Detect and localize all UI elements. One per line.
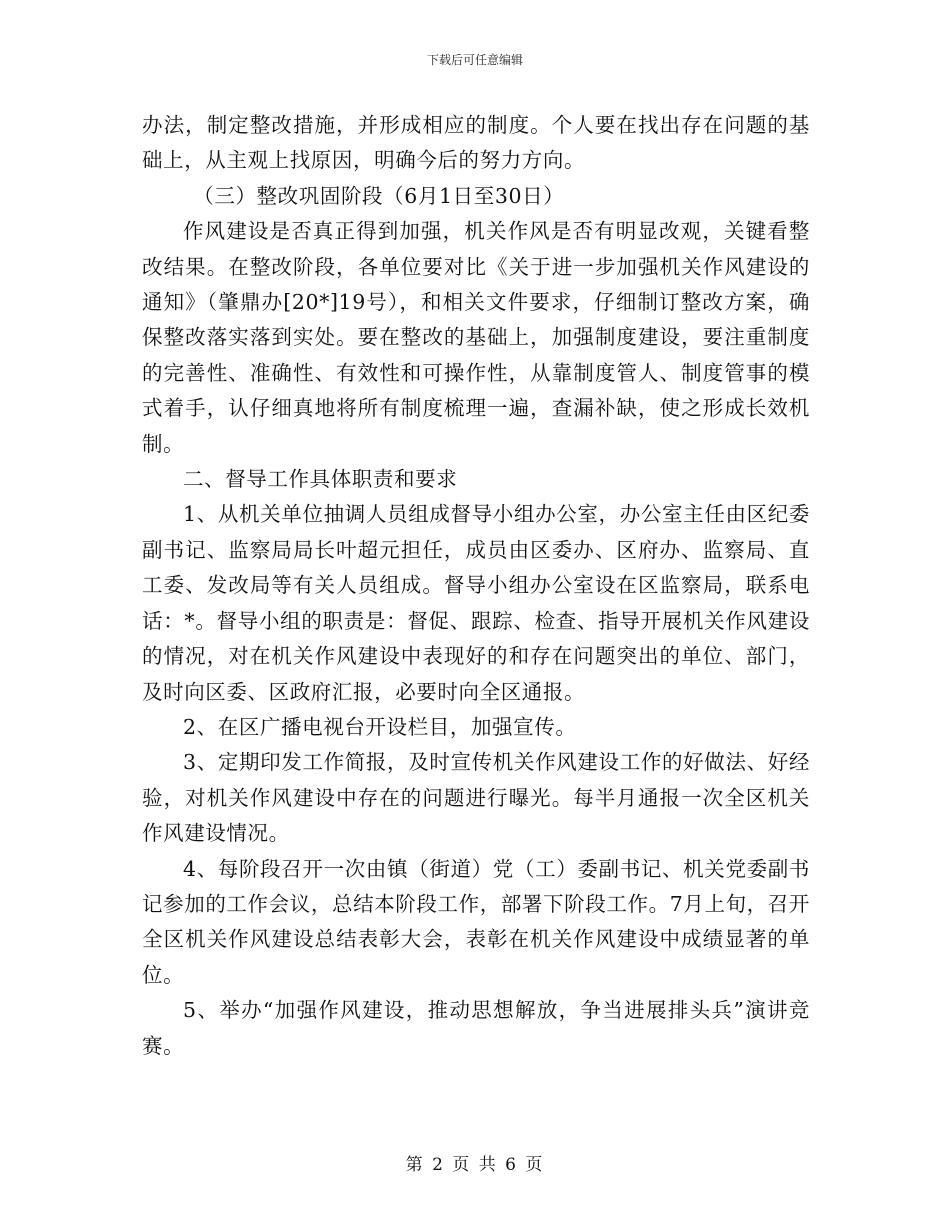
list-item-3: 3、定期印发工作简报，及时宣传机关作风建设工作的好做法、好经验，对机关作风建设中存在的问题进行曝光。每半月通报一次全区机关作风建设情况。 (142, 750, 810, 846)
list-item-2: 2、在区广播电视台开设栏目，加强宣传。 (183, 714, 577, 739)
list-item-4: 4、每阶段召开一次由镇（街道）党（工）委副书记、机关党委副书记参加的工作会议，总结本阶段工作，部署下阶段工作。7月上旬，召开全区机关作风建设总结表彰大会，表彰在机关作风建设中成绩显著的单位。 (142, 856, 810, 987)
document-body (142, 108, 810, 1064)
page-header: 下载后可任意编辑 (426, 53, 523, 67)
paragraph-continuation: 办法，制定整改措施，并形成相应的制度。个人要在找出存在问题的基础上，从主观上找原因，明确今后的努力方向。 (142, 113, 810, 173)
section-heading-rectification: （三）整改巩固阶段（6月1日至30日） (193, 183, 565, 208)
list-item-1: 1、从机关单位抽调人员组成督导小组办公室，办公室主任由区纪委副书记、监察局局长叶超元担任，成员由区委办、区府办、监察局、直工委、发改局等有关人员组成。督导小组办公室设在区监察局，联系电话：*。督导小组的职责是：督促、跟踪、检查、指导开展机关作风建设的情况，对在机关作风建设中表现好的和存在问题突出的单位、部门，及时向区委、区政府汇报，必要时向全区通报。 (142, 502, 810, 704)
paragraph-rectification: 作风建设是否真正得到加强，机关作风是否有明显改观，关键看整改结果。在整改阶段，各单位要对比《关于进一步加强机关作风建设的通知》（肇鼎办[20*]19号），和相关文件要求，仔细制订整改方案，确保整改落实落到实处。要在整改的基础上，加强制度建设，要注重制度的完善性、准确性、有效性和可操作性，从靠制度管人、制度管事的模式着手，认仔细真地将所有制度梳理一遍，查漏补缺，使之形成长效机制。 (142, 219, 810, 456)
section-heading-supervision: 二、督导工作具体职责和要求 (183, 467, 458, 492)
list-item-5: 5、举办“加强作风建设，推动思想解放，争当进展排头兵”演讲竞赛。 (142, 998, 810, 1058)
page-number: 第 2 页 共 6 页 (405, 1155, 545, 1175)
